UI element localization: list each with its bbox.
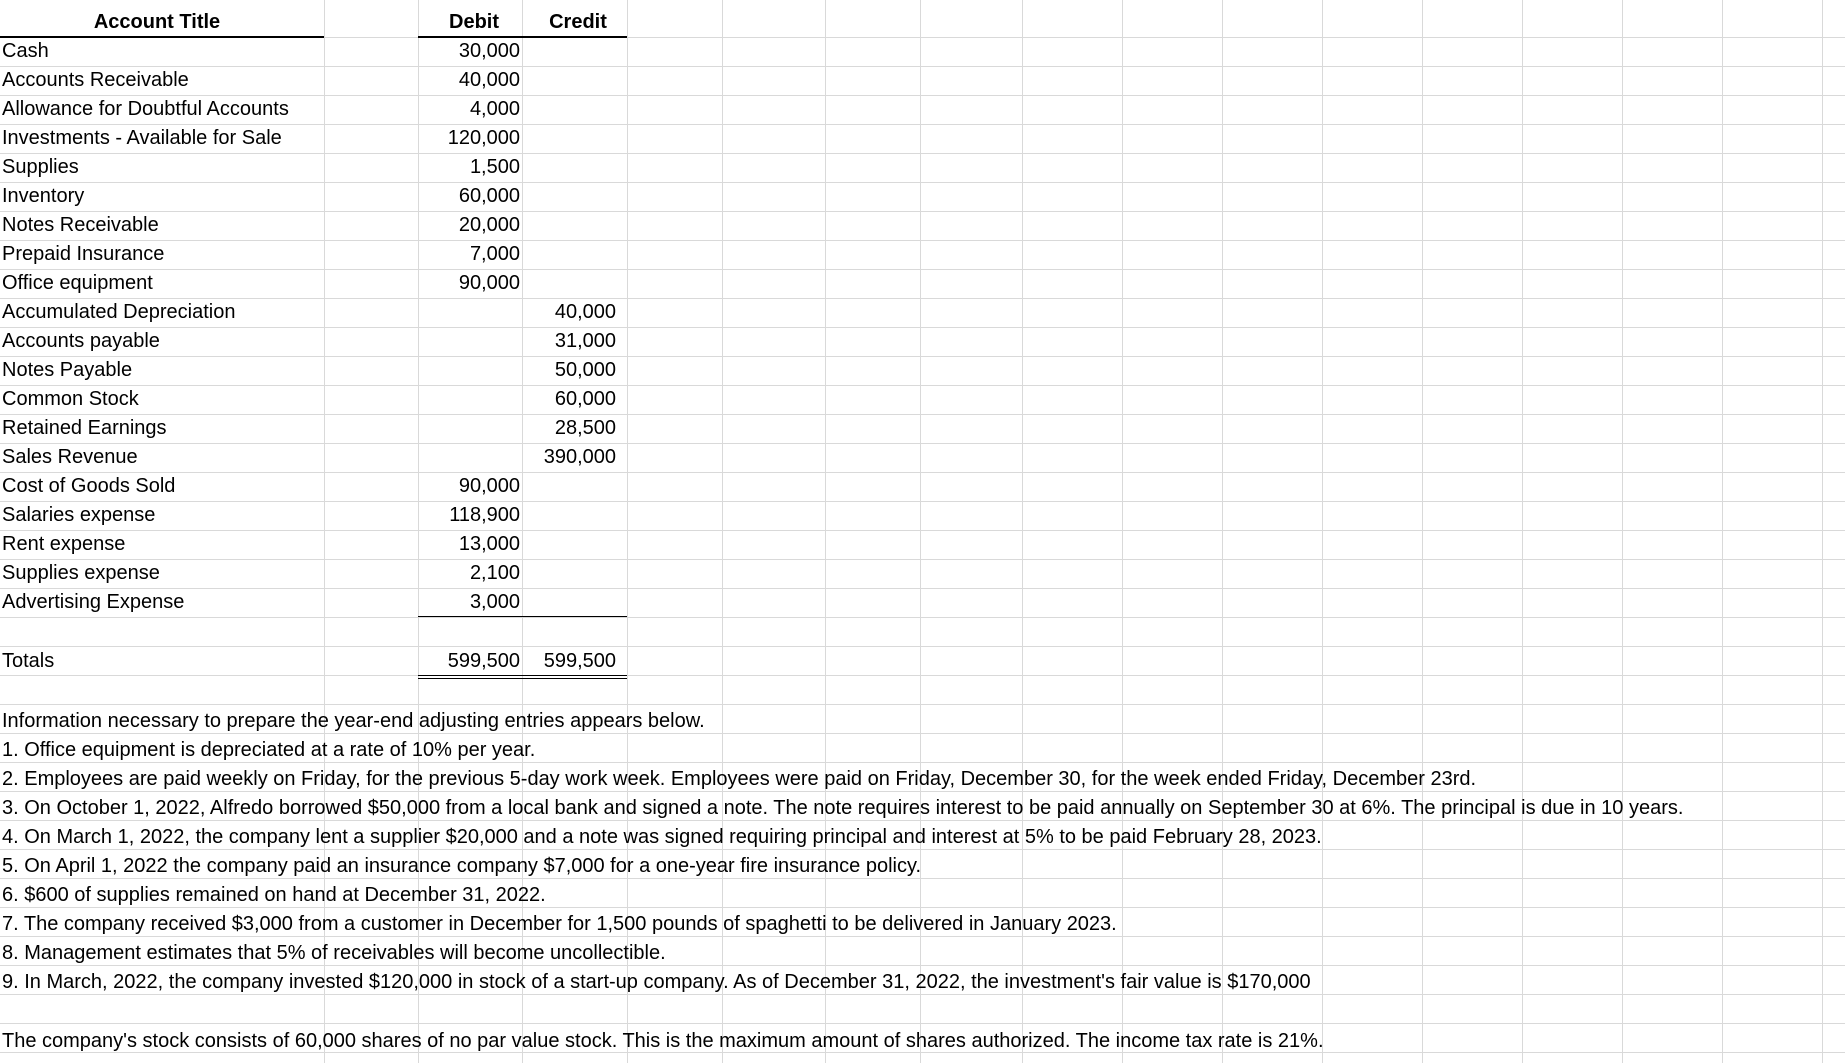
adjusting-note-item[interactable]: 1. Office equipment is depreciated at a rate of 10% per year. <box>2 739 536 761</box>
credit-cell[interactable] <box>522 211 616 240</box>
subtotal-rule <box>418 616 627 617</box>
credit-cell[interactable] <box>522 153 616 182</box>
notes-intro[interactable]: Information necessary to prepare the year-end adjusting entries appears below. <box>2 710 705 732</box>
debit-cell[interactable]: 90,000 <box>458 272 520 294</box>
account-title-cell[interactable]: Cash <box>2 40 49 62</box>
account-title-cell[interactable]: Inventory <box>2 185 85 207</box>
account-title-cell[interactable]: Accounts payable <box>2 330 160 352</box>
totals-double-rule-top <box>418 675 627 676</box>
account-title-cell[interactable]: Sales Revenue <box>2 446 138 468</box>
totals-label[interactable]: Totals <box>2 650 55 672</box>
header-credit[interactable]: Credit <box>549 11 607 33</box>
credit-cell[interactable] <box>522 182 616 211</box>
credit-cell[interactable] <box>522 472 616 501</box>
adjusting-note-item[interactable]: 5. On April 1, 2022 the company paid an insurance company $7,000 for a one-year fire insurance policy. <box>2 855 922 877</box>
account-title-cell[interactable]: Notes Payable <box>2 359 133 381</box>
debit-cell[interactable] <box>418 443 520 472</box>
account-title-cell[interactable]: Office equipment <box>2 272 153 294</box>
adjusting-note-item[interactable]: 6. $600 of supplies remained on hand at December 31, 2022. <box>2 884 546 906</box>
account-title-cell[interactable]: Allowance for Doubtful Accounts <box>2 98 289 120</box>
debit-cell[interactable] <box>418 298 520 327</box>
account-title-cell[interactable]: Cost of Goods Sold <box>2 475 176 497</box>
debit-cell[interactable]: 1,500 <box>469 156 520 178</box>
totals-double-rule-bottom <box>418 678 627 679</box>
adjusting-note-item[interactable]: 7. The company received $3,000 from a customer in December for 1,500 pounds of spaghetti to be delivered in January 2023. <box>2 913 1117 935</box>
debit-cell[interactable]: 3,000 <box>469 591 520 613</box>
credit-cell[interactable] <box>522 530 616 559</box>
debit-cell[interactable]: 7,000 <box>469 243 520 265</box>
debit-cell[interactable]: 13,000 <box>458 533 520 555</box>
header-debit[interactable]: Debit <box>449 11 499 33</box>
debit-cell[interactable] <box>418 414 520 443</box>
credit-cell[interactable]: 28,500 <box>554 417 616 439</box>
debit-cell[interactable]: 30,000 <box>458 40 520 62</box>
debit-cell[interactable]: 120,000 <box>447 127 520 149</box>
credit-cell[interactable] <box>522 240 616 269</box>
credit-cell[interactable] <box>522 269 616 298</box>
debit-cell[interactable]: 40,000 <box>458 69 520 91</box>
account-title-cell[interactable]: Notes Receivable <box>2 214 159 236</box>
totals-credit[interactable]: 599,500 <box>543 650 616 672</box>
debit-cell[interactable] <box>418 327 520 356</box>
credit-cell[interactable]: 40,000 <box>554 301 616 323</box>
credit-cell[interactable] <box>522 501 616 530</box>
adjusting-note-item[interactable]: 3. On October 1, 2022, Alfredo borrowed $50,000 from a local bank and signed a note. The note requires interest to be paid annually on September 30 at 6%. The principal is due in 10 years. <box>2 797 1684 819</box>
credit-cell[interactable] <box>522 124 616 153</box>
account-title-cell[interactable]: Investments - Available for Sale <box>2 127 282 149</box>
header-account-title[interactable]: Account Title <box>93 11 221 33</box>
debit-cell[interactable]: 20,000 <box>458 214 520 236</box>
account-title-cell[interactable]: Supplies expense <box>2 562 160 584</box>
credit-cell[interactable] <box>522 95 616 124</box>
account-title-cell[interactable]: Accumulated Depreciation <box>2 301 236 323</box>
account-title-cell[interactable]: Salaries expense <box>2 504 156 526</box>
account-title-cell[interactable]: Advertising Expense <box>2 591 185 613</box>
account-title-cell[interactable]: Retained Earnings <box>2 417 167 439</box>
debit-cell[interactable] <box>418 385 520 414</box>
credit-cell[interactable]: 50,000 <box>554 359 616 381</box>
adjusting-note-item[interactable]: 2. Employees are paid weekly on Friday, for the previous 5-day work week. Employees were paid on Friday, December 30, for the week ended Friday, December 23rd. <box>2 768 1477 790</box>
notes-footer[interactable]: The company's stock consists of 60,000 shares of no par value stock. This is the maximum amount of shares authorized. The income tax rate is 21%. <box>2 1030 1324 1052</box>
credit-cell[interactable]: 31,000 <box>554 330 616 352</box>
credit-cell[interactable]: 60,000 <box>554 388 616 410</box>
account-title-cell[interactable]: Accounts Receivable <box>2 69 189 91</box>
credit-cell[interactable] <box>522 66 616 95</box>
account-title-cell[interactable]: Prepaid Insurance <box>2 243 165 265</box>
debit-cell[interactable]: 90,000 <box>458 475 520 497</box>
adjusting-note-item[interactable]: 8. Management estimates that 5% of receivables will become uncollectible. <box>2 942 666 964</box>
debit-cell[interactable]: 118,900 <box>449 504 520 526</box>
adjusting-note-item[interactable]: 9. In March, 2022, the company invested $120,000 in stock of a start-up company. As of December 31, 2022, the investment's fair value is $170,000 <box>2 971 1311 993</box>
debit-cell[interactable] <box>418 356 520 385</box>
debit-cell[interactable]: 4,000 <box>469 98 520 120</box>
account-title-cell[interactable]: Supplies <box>2 156 79 178</box>
debit-cell[interactable]: 2,100 <box>469 562 520 584</box>
credit-cell[interactable] <box>522 37 616 66</box>
account-title-cell[interactable]: Common Stock <box>2 388 139 410</box>
account-title-cell[interactable]: Rent expense <box>2 533 126 555</box>
credit-cell[interactable] <box>522 588 616 617</box>
totals-debit[interactable]: 599,500 <box>447 650 520 672</box>
credit-cell[interactable]: 390,000 <box>543 446 616 468</box>
credit-cell[interactable] <box>522 559 616 588</box>
adjusting-note-item[interactable]: 4. On March 1, 2022, the company lent a supplier $20,000 and a note was signed requiring principal and interest at 5% to be paid February 28, 2023. <box>2 826 1322 848</box>
debit-cell[interactable]: 60,000 <box>458 185 520 207</box>
